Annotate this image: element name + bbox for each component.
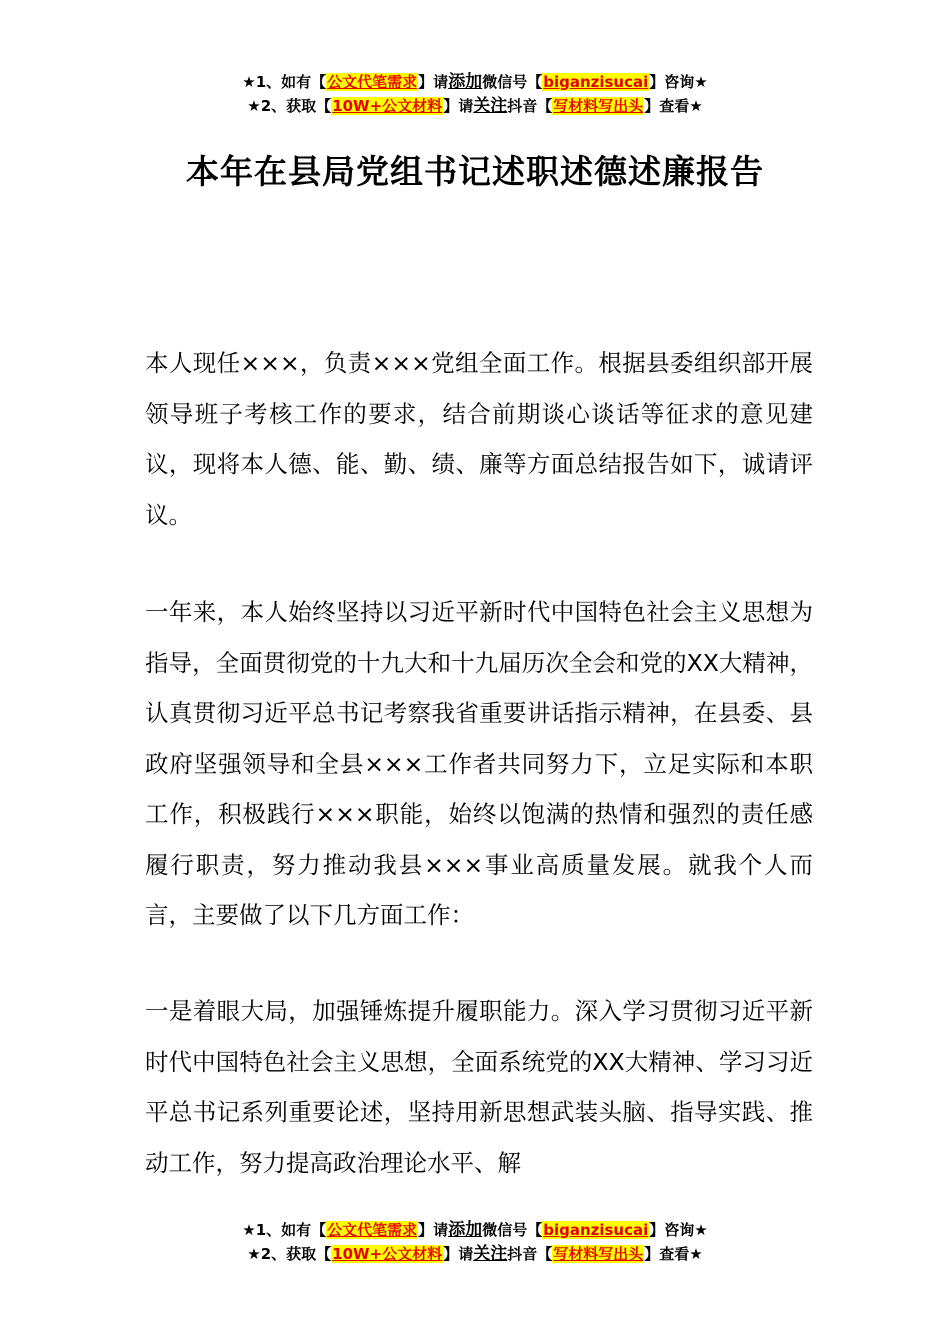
promo-emphasis: 添加: [448, 1220, 483, 1240]
promo-highlight-service: 公文代笔需求: [327, 73, 418, 91]
promo-highlight-douyin-id: 写材料写出头: [553, 97, 644, 115]
promo-text: 】咨询★: [649, 1221, 708, 1239]
promo-line-1: [0, 1218, 950, 1242]
promo-line-1: [0, 70, 950, 94]
promo-highlight-wechat-id: biganzisucai: [543, 1221, 649, 1239]
promo-banner-bottom: [0, 1218, 950, 1266]
body-paragraph-3: 一是着眼大局，加强锤炼提升履职能力。深入学习贯彻习近平新时代中国特色社会主义思想，全面系统党的XX大精神、学习习近平总书记系列重要论述，坚持用新思想武装头脑、指导实践、推动工作，努力提高政治理论水平、解: [145, 997, 813, 1177]
promo-text: 】查看★: [644, 1245, 703, 1263]
promo-banner-top: [0, 70, 950, 118]
promo-text: ★2、获取【: [247, 97, 332, 115]
promo-text: 】请: [418, 1221, 449, 1239]
promo-emphasis: 关注: [473, 1244, 508, 1264]
promo-text: 】请: [443, 1245, 474, 1263]
promo-text: ★2、获取【: [247, 1245, 332, 1263]
promo-text: ★1、如有【: [242, 1221, 327, 1239]
promo-highlight-douyin-id: 写材料写出头: [553, 1245, 644, 1263]
promo-text: 微信号【: [482, 1221, 543, 1239]
promo-text: 抖音【: [507, 1245, 553, 1263]
promo-highlight-wechat-id: biganzisucai: [543, 73, 649, 91]
promo-text: 】咨询★: [649, 73, 708, 91]
promo-text: 抖音【: [507, 97, 553, 115]
promo-line-2: [0, 1242, 950, 1266]
promo-emphasis: 关注: [473, 96, 508, 116]
promo-text: ★1、如有【: [242, 73, 327, 91]
promo-text: 微信号【: [482, 73, 543, 91]
promo-emphasis: 添加: [448, 72, 483, 92]
promo-highlight-materials: 10W+公文材料: [332, 97, 443, 115]
document-title: 本年在县局党组书记述职述德述廉报告: [186, 152, 764, 191]
promo-text: 】请: [418, 73, 449, 91]
promo-highlight-materials: 10W+公文材料: [332, 1245, 443, 1263]
body-paragraph-2: 一年来，本人始终坚持以习近平新时代中国特色社会主义思想为指导，全面贯彻党的十九大和十九届历次全会和党的XX大精神，认真贯彻习近平总书记考察我省重要讲话指示精神，在县委、县政府坚强领导和全县×××工作者共同努力下，立足实际和本职工作，积极践行×××职能，始终以饱满的热情和强烈的责任感履行职责，努力推动我县×××事业高质量发展。就我个人而言，主要做了以下几方面工作：: [145, 598, 813, 929]
promo-line-2: [0, 94, 950, 118]
promo-text: 】请: [443, 97, 474, 115]
promo-text: 】查看★: [644, 97, 703, 115]
promo-highlight-service: 公文代笔需求: [327, 1221, 418, 1239]
body-paragraph-1: 本人现任×××，负责×××党组全面工作。根据县委组织部开展领导班子考核工作的要求，结合前期谈心谈话等征求的意见建议，现将本人德、能、勤、绩、廉等方面总结报告如下，诚请评议。: [145, 349, 813, 529]
